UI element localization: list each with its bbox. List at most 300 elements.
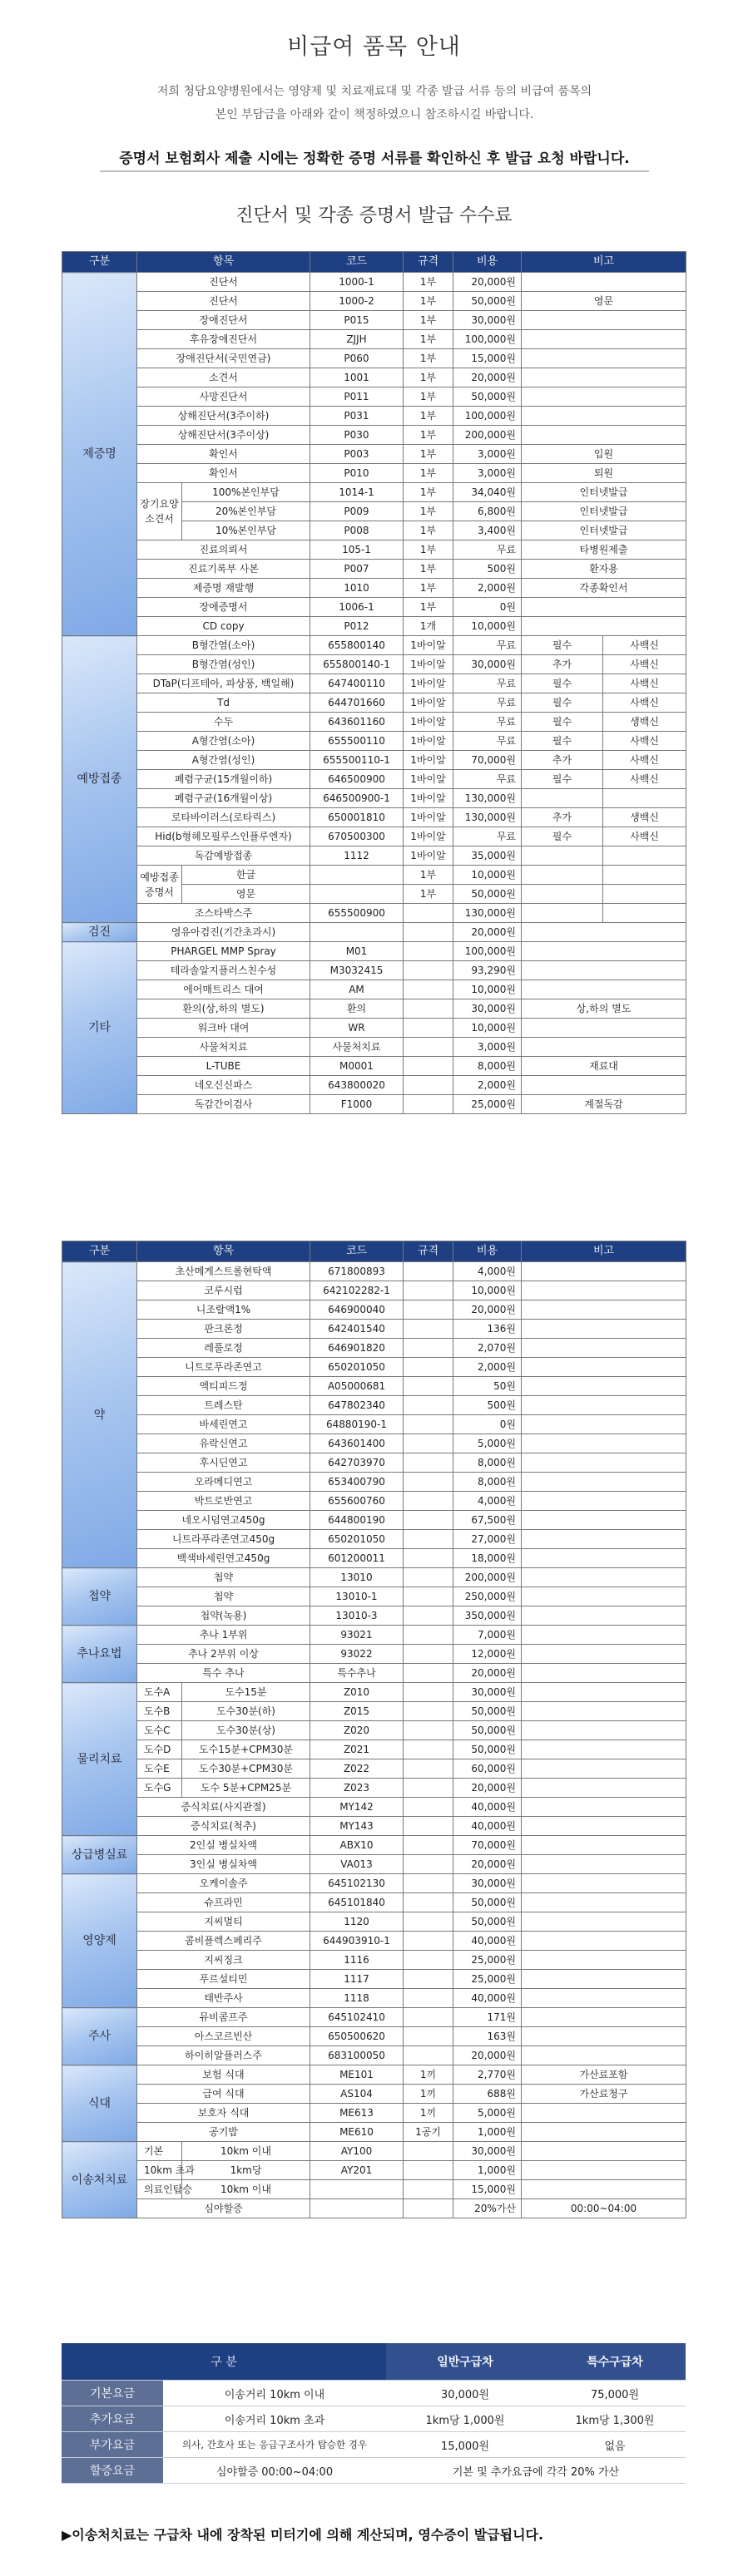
code-cell: 646901820 xyxy=(310,1339,404,1358)
note-cell xyxy=(522,1587,686,1606)
code-cell: 650201050 xyxy=(310,1530,404,1549)
table-row xyxy=(62,846,686,866)
unit-cell xyxy=(404,1740,453,1759)
cost-cell: 30,000원 xyxy=(453,999,522,1019)
cost-cell: 10,000원 xyxy=(453,1019,522,1038)
table-row xyxy=(62,1836,686,1855)
code-cell xyxy=(310,866,404,885)
code-cell: Z021 xyxy=(310,1740,404,1759)
table-row xyxy=(62,1683,686,1702)
cost-cell: 30,000원 xyxy=(453,655,522,674)
table-row xyxy=(62,1645,686,1664)
unit-cell: 1바이알 xyxy=(404,846,453,866)
note-cell xyxy=(522,1989,686,2008)
unit-cell xyxy=(404,1057,453,1076)
table-row xyxy=(62,1702,686,1721)
cost-cell: 25,000원 xyxy=(453,1970,522,1989)
code-cell: 93021 xyxy=(310,1626,404,1645)
note-cell xyxy=(522,1262,686,1281)
cost-cell: 40,000원 xyxy=(453,1932,522,1951)
code-cell: P060 xyxy=(310,349,404,368)
code-cell: 1006-1 xyxy=(310,598,404,617)
sub-cell: 의료인탑승 xyxy=(137,2180,182,2199)
note-cell xyxy=(522,1453,686,1473)
unit-cell: 1부 xyxy=(404,330,453,349)
unit-cell: 1바이알 xyxy=(404,674,453,693)
unit-cell: 1부 xyxy=(404,292,453,311)
table-row xyxy=(62,2085,686,2104)
unit-cell: 1끼 xyxy=(404,2104,453,2123)
col-item-header: 항목 xyxy=(137,252,310,273)
cost-cell: 10,000원 xyxy=(453,866,522,885)
item-cell: 영유아검진(기간초과시) xyxy=(137,923,310,942)
item-cell: 보호자 식대 xyxy=(137,2104,310,2123)
unit-cell xyxy=(404,1281,453,1300)
category-cell: 주사 xyxy=(62,2008,137,2065)
col-cost-header: 비용 xyxy=(453,252,522,273)
table-row xyxy=(62,292,686,311)
table-row xyxy=(62,2008,686,2027)
code-cell: 653400790 xyxy=(310,1473,404,1492)
cost-cell: 5,000원 xyxy=(453,2104,522,2123)
code-cell: VA013 xyxy=(310,1855,404,1874)
cost-cell: 50,000원 xyxy=(453,1702,522,1721)
col-note-header: 비고 xyxy=(522,252,686,273)
item-cell: 진단서 xyxy=(137,292,310,311)
unit-cell xyxy=(404,1300,453,1320)
note-cell xyxy=(522,1970,686,1989)
note-cell xyxy=(522,866,603,885)
category-cell: 상급병실료 xyxy=(62,1836,137,1874)
col-category-header: 구분 xyxy=(62,252,137,273)
item-cell: A형간염(소아) xyxy=(137,732,310,751)
item-cell: 추나 1부위 xyxy=(137,1626,310,1645)
table-row xyxy=(62,1989,686,2008)
item-cell: 푸르설티민 xyxy=(137,1970,310,1989)
cost-cell: 15,000원 xyxy=(453,2180,522,2199)
cost-cell: 50,000원 xyxy=(453,1912,522,1932)
note-cell: 가산료포함 xyxy=(522,2065,686,2085)
note-cell xyxy=(522,1415,686,1434)
fee-special: 75,000원 xyxy=(544,2381,686,2406)
fee-label: 할증요금 xyxy=(62,2458,163,2484)
cost-cell: 50원 xyxy=(453,1377,522,1396)
table-row xyxy=(62,1530,686,1549)
unit-cell xyxy=(404,2180,453,2199)
table-row xyxy=(62,1855,686,1874)
code-cell: P003 xyxy=(310,445,404,464)
cost-cell: 200,000원 xyxy=(453,1568,522,1587)
note-cell xyxy=(522,1492,686,1511)
table-row xyxy=(62,866,686,885)
item-cell: Hid(b형헤모필루스인플루엔자) xyxy=(137,827,310,846)
table-row xyxy=(62,1874,686,1893)
item-cell: 확인서 xyxy=(137,464,310,483)
note-cell xyxy=(522,2123,686,2142)
code-cell: AM xyxy=(310,980,404,999)
cost-cell: 50,000원 xyxy=(453,292,522,311)
fee-row xyxy=(62,2406,686,2432)
cost-cell: 100,000원 xyxy=(453,330,522,349)
note-cell xyxy=(522,349,686,368)
cost-cell: 무료 xyxy=(453,540,522,560)
code-cell: 1000-1 xyxy=(310,273,404,292)
item-cell: 워크바 대여 xyxy=(137,1019,310,1038)
table-row xyxy=(62,1300,686,1320)
table-row xyxy=(62,617,686,636)
code-cell: F1000 xyxy=(310,1095,404,1114)
cost-cell: 2,000원 xyxy=(453,1358,522,1377)
note-cell xyxy=(522,846,603,866)
note-cell xyxy=(522,1798,686,1817)
code-cell: 647400110 xyxy=(310,674,404,693)
note-cell xyxy=(522,273,686,292)
code-cell: MY143 xyxy=(310,1817,404,1836)
fee-special: 없음 xyxy=(544,2432,686,2458)
note-cell: 인터넷발급 xyxy=(522,521,686,540)
table-row xyxy=(62,2065,686,2085)
note-cell xyxy=(522,1740,686,1759)
fee-table-certificates xyxy=(62,251,686,1114)
note-cell xyxy=(522,1683,686,1702)
table-row xyxy=(62,1932,686,1951)
code-cell: 644800190 xyxy=(310,1511,404,1530)
cost-cell: 무료 xyxy=(453,827,522,846)
table-row xyxy=(62,1759,686,1779)
cost-cell: 15,000원 xyxy=(453,349,522,368)
unit-cell: 1부 xyxy=(404,502,453,521)
category-cell: 영양제 xyxy=(62,1874,137,2008)
fee-general: 1km당 1,000원 xyxy=(386,2406,544,2432)
note-cell: 계절독감 xyxy=(522,1095,686,1114)
note-cell xyxy=(522,2161,686,2180)
cost-cell: 8,000원 xyxy=(453,1057,522,1076)
note-cell: 추가 xyxy=(522,751,603,770)
note-cell xyxy=(522,1568,686,1587)
table-row xyxy=(62,1076,686,1095)
unit-cell xyxy=(404,1415,453,1434)
note-cell xyxy=(522,407,686,426)
table-row xyxy=(62,349,686,368)
table-row xyxy=(62,368,686,387)
item-cell: 도수 5분+CPM25분 xyxy=(182,1779,310,1798)
unit-cell xyxy=(404,999,453,1019)
note-cell xyxy=(522,2142,686,2161)
unit-cell xyxy=(404,1606,453,1626)
code-cell: 643601400 xyxy=(310,1434,404,1453)
note-cell xyxy=(522,1664,686,1683)
fee-table-noncovered xyxy=(62,1241,686,2218)
cost-cell: 40,000원 xyxy=(453,1989,522,2008)
table-row xyxy=(62,1281,686,1300)
item-cell: 지씨징크 xyxy=(137,1951,310,1970)
code-cell: ZJJH xyxy=(310,330,404,349)
cost-cell: 4,000원 xyxy=(453,1262,522,1281)
group-cell: 장기요양 소견서 xyxy=(137,483,182,540)
unit-cell xyxy=(404,1492,453,1511)
code-cell: 643800020 xyxy=(310,1076,404,1095)
header-general: 일반구급차 xyxy=(386,2343,544,2381)
cost-cell: 34,040원 xyxy=(453,483,522,502)
table-row xyxy=(62,751,686,770)
note-cell xyxy=(522,942,686,961)
unit-cell xyxy=(404,1473,453,1492)
table-row xyxy=(62,1798,686,1817)
item-cell: 액티피드정 xyxy=(137,1377,310,1396)
cost-cell: 50,000원 xyxy=(453,885,522,904)
table-row xyxy=(62,808,686,827)
note-cell xyxy=(522,2180,686,2199)
cost-cell: 20,000원 xyxy=(453,1300,522,1320)
cost-cell: 20,000원 xyxy=(453,273,522,292)
cost-cell: 20,000원 xyxy=(453,2046,522,2065)
note-cell xyxy=(522,1358,686,1377)
code-cell: 93022 xyxy=(310,1645,404,1664)
note-cell xyxy=(522,1076,686,1095)
item-cell: 확인서 xyxy=(137,445,310,464)
category-cell: 검진 xyxy=(62,923,137,942)
cost-cell: 350,000원 xyxy=(453,1606,522,1626)
unit-cell xyxy=(404,1836,453,1855)
cost-cell: 50,000원 xyxy=(453,1740,522,1759)
note-cell: 재료대 xyxy=(522,1057,686,1076)
item-cell: 2인실 병실차액 xyxy=(137,1836,310,1855)
table-row xyxy=(62,732,686,751)
item-cell: 영문 xyxy=(182,885,310,904)
note-cell xyxy=(522,1893,686,1912)
note-cell xyxy=(522,1473,686,1492)
cost-cell: 무료 xyxy=(453,693,522,713)
intro-line: 저희 청담요양병원에서는 영양제 및 치료재료대 및 각종 발급 서류 등의 비급여 품목의 xyxy=(156,85,592,98)
item-cell: 장애진단서(국민연금) xyxy=(137,349,310,368)
table-row xyxy=(62,999,686,1019)
note2-cell: 사백신 xyxy=(603,770,686,789)
note-cell: 00:00~04:00 xyxy=(522,2199,686,2218)
table-row xyxy=(62,713,686,732)
item-cell: B형간염(소아) xyxy=(137,636,310,655)
note-cell xyxy=(522,598,686,617)
cost-cell: 60,000원 xyxy=(453,1759,522,1779)
note2-cell xyxy=(603,885,686,904)
table-row xyxy=(62,1434,686,1453)
table-row xyxy=(62,464,686,483)
sub-cell: 도수A xyxy=(137,1683,182,1702)
code-cell: Z020 xyxy=(310,1721,404,1740)
unit-cell xyxy=(404,1893,453,1912)
note-cell xyxy=(522,1019,686,1038)
unit-cell xyxy=(404,904,453,923)
cost-cell: 163원 xyxy=(453,2027,522,2046)
group-cell: 예방접종 증명서 xyxy=(137,866,182,904)
note2-cell: 사백신 xyxy=(603,827,686,846)
fee-desc: 의사, 간호사 또는 응급구조사가 탑승한 경우 xyxy=(163,2432,386,2458)
code-cell: AY201 xyxy=(310,2161,404,2180)
item-cell: 장애진단서 xyxy=(137,311,310,330)
cost-cell: 40,000원 xyxy=(453,1798,522,1817)
note2-cell: 사백신 xyxy=(603,636,686,655)
category-cell: 물리치료 xyxy=(62,1683,137,1836)
item-cell: 사망진단서 xyxy=(137,387,310,407)
table-row xyxy=(62,2199,686,2218)
code-cell: ME610 xyxy=(310,2123,404,2142)
code-cell: ME613 xyxy=(310,2104,404,2123)
code-cell: MY142 xyxy=(310,1798,404,1817)
table-row xyxy=(62,1057,686,1076)
note-cell: 추가 xyxy=(522,808,603,827)
code-cell: P015 xyxy=(310,311,404,330)
table-row xyxy=(62,980,686,999)
item-cell: 20%본인부담 xyxy=(182,502,310,521)
item-cell: 첩약 xyxy=(137,1587,310,1606)
code-cell: 683100050 xyxy=(310,2046,404,2065)
code-cell: A05000681 xyxy=(310,1377,404,1396)
item-cell: 판크론정 xyxy=(137,1320,310,1339)
item-cell: 도수15분+CPM30분 xyxy=(182,1740,310,1759)
cost-cell: 무료 xyxy=(453,770,522,789)
note-cell xyxy=(522,617,686,636)
code-cell: 13010-3 xyxy=(310,1606,404,1626)
table-row xyxy=(62,540,686,560)
unit-cell xyxy=(404,1320,453,1339)
item-cell: 테라솔알지플러스친수성 xyxy=(137,961,310,980)
unit-cell xyxy=(404,1511,453,1530)
cost-cell: 18,000원 xyxy=(453,1549,522,1568)
code-cell: Z010 xyxy=(310,1683,404,1702)
cost-cell: 30,000원 xyxy=(453,1874,522,1893)
unit-cell xyxy=(404,1932,453,1951)
table-row xyxy=(62,2161,686,2180)
code-cell: P011 xyxy=(310,387,404,407)
unit-cell xyxy=(404,1358,453,1377)
item-cell: 독감간이검사 xyxy=(137,1095,310,1114)
code-cell: 601200011 xyxy=(310,1549,404,1568)
unit-cell: 1끼 xyxy=(404,2065,453,2085)
note-cell xyxy=(522,1721,686,1740)
note-cell: 추가 xyxy=(522,655,603,674)
table-row xyxy=(62,1095,686,1114)
unit-cell xyxy=(404,923,453,942)
note-cell: 가산료청구 xyxy=(522,2085,686,2104)
code-cell xyxy=(310,923,404,942)
item-cell: 공기밥 xyxy=(137,2123,310,2142)
item-cell: 도수15분 xyxy=(182,1683,310,1702)
table-row xyxy=(62,1320,686,1339)
item-cell: 도수30분(상) xyxy=(182,1721,310,1740)
note-cell: 각종확인서 xyxy=(522,579,686,598)
note-cell xyxy=(522,387,686,407)
col-unit-header: 규격 xyxy=(404,252,453,273)
unit-cell: 1끼 xyxy=(404,2085,453,2104)
sub-cell: 도수B xyxy=(137,1702,182,1721)
item-cell: 첩약 xyxy=(137,1568,310,1587)
cost-cell: 50,000원 xyxy=(453,387,522,407)
note-cell xyxy=(522,904,603,923)
note-cell xyxy=(522,1549,686,1568)
note-cell: 필수 xyxy=(522,713,603,732)
table-row xyxy=(62,311,686,330)
table-row xyxy=(62,330,686,349)
note-cell xyxy=(522,368,686,387)
unit-cell xyxy=(404,980,453,999)
item-cell: Td xyxy=(137,693,310,713)
note-cell: 필수 xyxy=(522,674,603,693)
note-cell xyxy=(522,1932,686,1951)
unit-cell: 1바이알 xyxy=(404,827,453,846)
table-row xyxy=(62,636,686,655)
ambulance-fee-table xyxy=(62,2343,686,2484)
unit-cell xyxy=(404,2199,453,2218)
item-cell: 바세린연고 xyxy=(137,1415,310,1434)
code-cell xyxy=(310,2199,404,2218)
item-cell: 장애증명서 xyxy=(137,598,310,617)
item-cell: 증식치료(척추) xyxy=(137,1817,310,1836)
code-cell: Z022 xyxy=(310,1759,404,1779)
note-cell: 상,하의 별도 xyxy=(522,999,686,1019)
cost-cell: 100,000원 xyxy=(453,407,522,426)
sub-cell: 10km 초과 xyxy=(137,2161,182,2180)
table-row xyxy=(62,1511,686,1530)
table-row xyxy=(62,1415,686,1434)
cost-cell: 무료 xyxy=(453,732,522,751)
table-row xyxy=(62,1377,686,1396)
table-row xyxy=(62,693,686,713)
cost-cell: 688원 xyxy=(453,2085,522,2104)
table-header xyxy=(62,1241,686,1262)
cost-cell: 136원 xyxy=(453,1320,522,1339)
cost-cell: 4,000원 xyxy=(453,1492,522,1511)
unit-cell xyxy=(404,2027,453,2046)
unit-cell xyxy=(404,961,453,980)
code-cell: AS104 xyxy=(310,2085,404,2104)
code-cell: 670500300 xyxy=(310,827,404,846)
cost-cell: 20,000원 xyxy=(453,1779,522,1798)
category-cell: 추나요법 xyxy=(62,1626,137,1683)
cost-cell: 무료 xyxy=(453,674,522,693)
cost-cell: 2,770원 xyxy=(453,2065,522,2085)
code-cell: P007 xyxy=(310,560,404,579)
item-cell: 오라메디연고 xyxy=(137,1473,310,1492)
note2-cell: 사백신 xyxy=(603,655,686,674)
note-cell: 필수 xyxy=(522,636,603,655)
item-cell: 후시딘연고 xyxy=(137,1453,310,1473)
table-row xyxy=(62,2142,686,2161)
fee-label: 기본요금 xyxy=(62,2381,163,2406)
category-cell: 첩약 xyxy=(62,1568,137,1626)
table-row xyxy=(62,942,686,961)
item-cell: 첩약(녹용) xyxy=(137,1606,310,1626)
unit-cell xyxy=(404,1970,453,1989)
unit-cell: 1부 xyxy=(404,445,453,464)
cost-cell: 1,000원 xyxy=(453,2161,522,2180)
code-cell: 647802340 xyxy=(310,1396,404,1415)
header-special: 특수구급차 xyxy=(544,2343,686,2381)
code-cell: P008 xyxy=(310,521,404,540)
unit-cell xyxy=(404,1396,453,1415)
item-cell: 상해진단서(3주이상) xyxy=(137,426,310,445)
item-cell: 백색바세린연고450g xyxy=(137,1549,310,1568)
table-row xyxy=(62,560,686,579)
fee-desc: 이송거리 10km 이내 xyxy=(163,2381,386,2406)
note2-cell: 사백신 xyxy=(603,751,686,770)
table-row xyxy=(62,387,686,407)
table-row xyxy=(62,770,686,789)
unit-cell xyxy=(404,1664,453,1683)
table-row xyxy=(62,1740,686,1759)
item-cell: 추나 2부위 이상 xyxy=(137,1645,310,1664)
item-cell: 진단서 xyxy=(137,273,310,292)
table-row xyxy=(62,2027,686,2046)
table-row xyxy=(62,1779,686,1798)
